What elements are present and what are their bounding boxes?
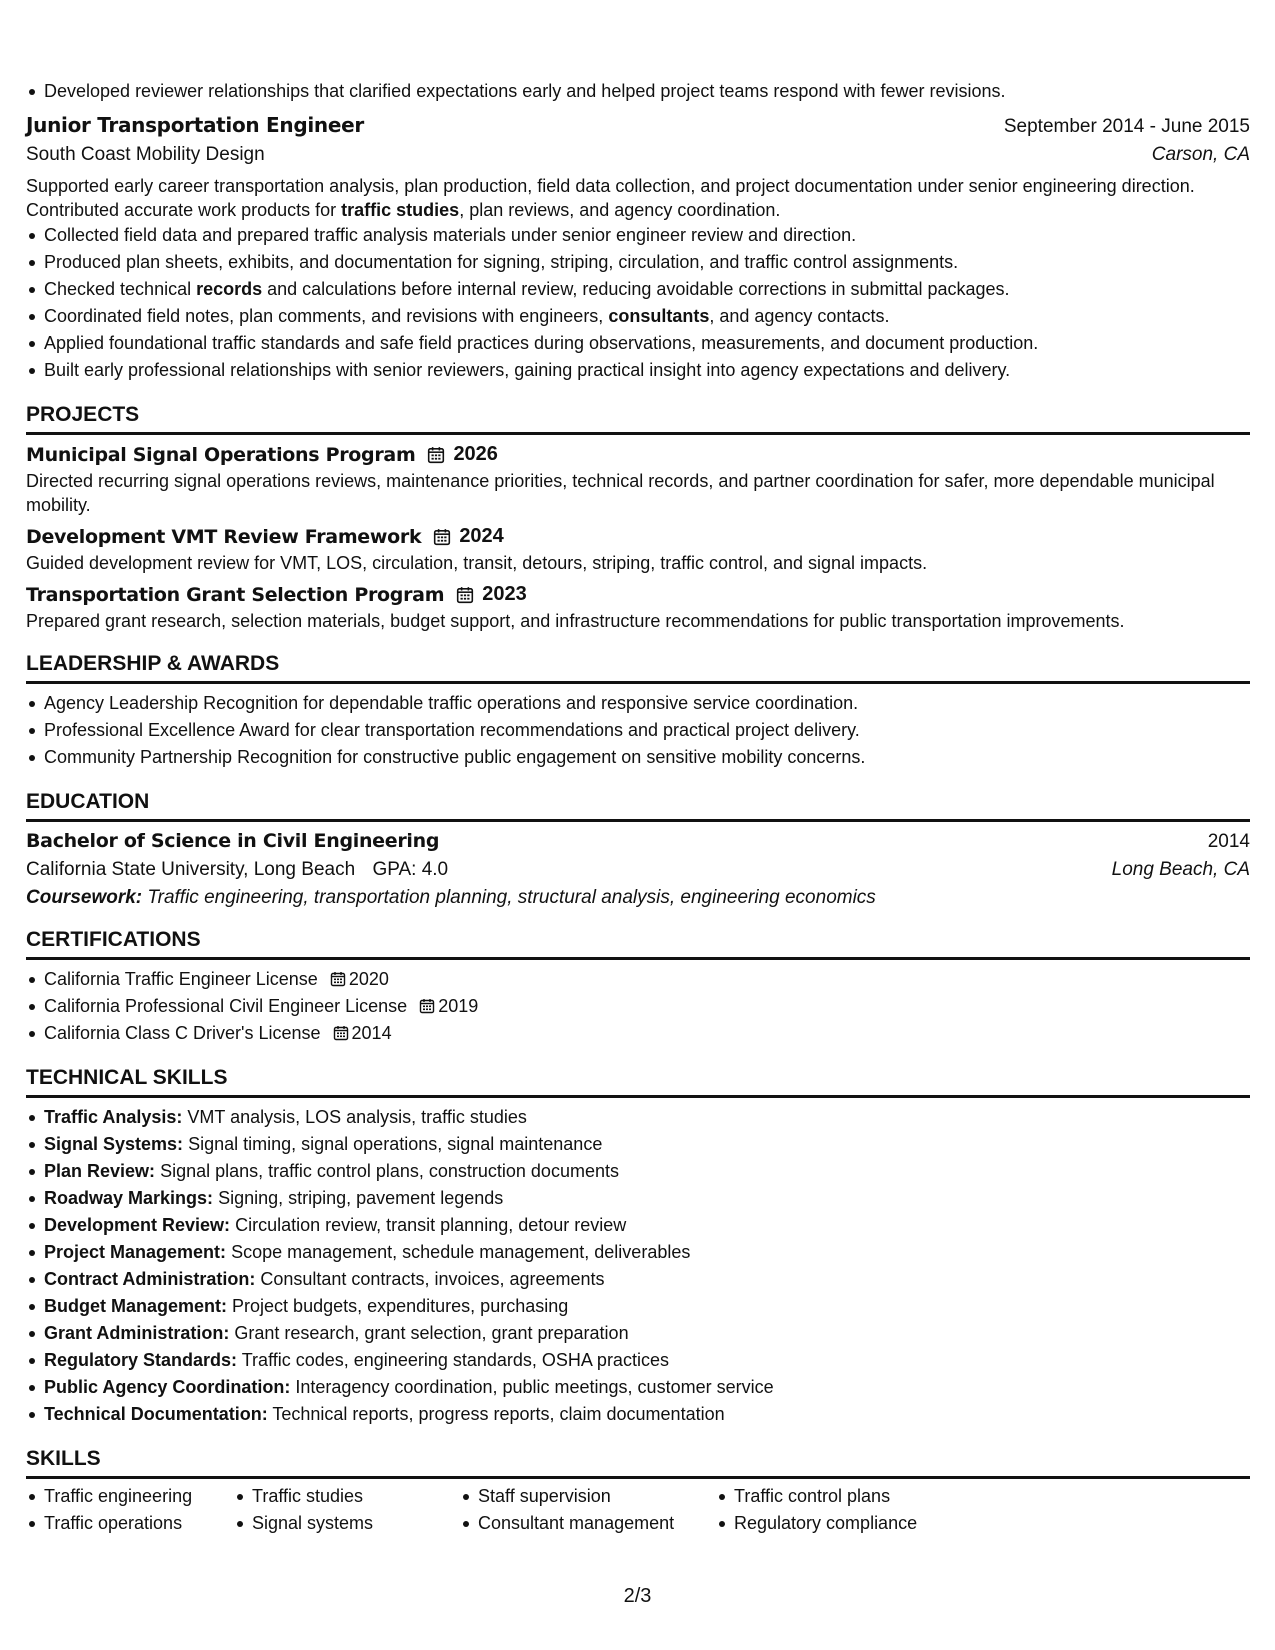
skill-category: Public Agency Coordination: bbox=[44, 1377, 291, 1397]
skill-values: Signal timing, signal operations, signal maintenance bbox=[188, 1134, 603, 1154]
technical-skill-item bbox=[44, 1293, 1250, 1320]
skill-category: Contract Administration: bbox=[44, 1269, 256, 1289]
list-item: Collected field data and prepared traffic analysis materials under senior engineer review and direction. bbox=[44, 222, 1250, 249]
skill-item: Traffic operations bbox=[44, 1510, 234, 1537]
certification-name: California Traffic Engineer License bbox=[44, 969, 318, 989]
job-subheader bbox=[26, 144, 1250, 166]
coursework-text: Traffic engineering, transportation planning, structural analysis, engineering economics bbox=[147, 887, 876, 908]
skill-values: Consultant contracts, invoices, agreements bbox=[260, 1269, 605, 1289]
list-item: Applied foundational traffic standards and safe field practices during observations, measurements, and document production. bbox=[44, 330, 1250, 357]
section-title-certifications: CERTIFICATIONS bbox=[26, 927, 1250, 960]
skill-category: Technical Documentation: bbox=[44, 1404, 268, 1424]
project-year: 2023 bbox=[482, 583, 527, 605]
section-title-technical-skills: TECHNICAL SKILLS bbox=[26, 1065, 1250, 1098]
coursework-label: Coursework: bbox=[26, 887, 143, 908]
skills-column bbox=[26, 1483, 234, 1537]
skill-values: VMT analysis, LOS analysis, traffic studies bbox=[187, 1107, 527, 1127]
skill-category: Regulatory Standards: bbox=[44, 1350, 238, 1370]
project-name: Municipal Signal Operations Program bbox=[26, 443, 416, 466]
technical-skill-item bbox=[44, 1374, 1250, 1401]
project-description: Prepared grant research, selection materials, budget support, and infrastructure recommendations for public transportation improvements. bbox=[26, 611, 1125, 631]
skill-category: Budget Management: bbox=[44, 1296, 228, 1316]
technical-skill-item bbox=[44, 1104, 1250, 1131]
project-header bbox=[26, 525, 1250, 548]
skill-values: Interagency coordination, public meetings, customer service bbox=[295, 1377, 774, 1397]
project-item bbox=[26, 525, 1250, 575]
job-title: Junior Transportation Engineer bbox=[26, 113, 364, 137]
coursework bbox=[26, 887, 1250, 909]
technical-skill-item bbox=[44, 1320, 1250, 1347]
certification-item bbox=[44, 966, 1250, 993]
graduation-year: 2014 bbox=[1207, 831, 1250, 852]
project-header bbox=[26, 583, 1250, 606]
certification-name: California Professional Civil Engineer License bbox=[44, 996, 408, 1016]
job-location: Carson, CA bbox=[1151, 144, 1250, 165]
company-name: South Coast Mobility Design bbox=[26, 144, 265, 165]
page-indicator: 2/3 bbox=[623, 1585, 652, 1607]
degree: Bachelor of Science in Civil Engineering bbox=[26, 830, 440, 852]
list-item: Produced plan sheets, exhibits, and documentation for signing, striping, circulation, and traffic control assignments. bbox=[44, 249, 1250, 276]
section-title-awards: LEADERSHIP & AWARDS bbox=[26, 651, 1250, 684]
technical-skill-item bbox=[44, 1131, 1250, 1158]
skill-values: Circulation review, transit planning, detour review bbox=[235, 1215, 627, 1235]
calendar-icon bbox=[456, 586, 474, 604]
skill-category: Development Review: bbox=[44, 1215, 231, 1235]
job-summary bbox=[26, 174, 1250, 222]
projects-list bbox=[26, 443, 1250, 633]
certification-name: California Class C Driver's License bbox=[44, 1023, 321, 1043]
list-item: Agency Leadership Recognition for dependable traffic operations and responsive service coordination. bbox=[44, 690, 1250, 717]
skill-category: Signal Systems: bbox=[44, 1134, 184, 1154]
skills-grid bbox=[26, 1483, 1250, 1537]
project-year: 2026 bbox=[453, 443, 498, 465]
calendar-icon bbox=[433, 528, 451, 546]
awards-list bbox=[26, 690, 1250, 771]
skill-item: Traffic control plans bbox=[734, 1483, 974, 1510]
project-year: 2024 bbox=[459, 525, 504, 547]
skill-values: Grant research, grant selection, grant preparation bbox=[234, 1323, 629, 1343]
certification-year: 2020 bbox=[348, 969, 389, 989]
summary-bold: traffic studies bbox=[341, 200, 460, 220]
technical-skill-item bbox=[44, 1401, 1250, 1428]
list-item: Built early professional relationships with senior reviewers, gaining practical insight into agency expectations and delivery. bbox=[44, 357, 1250, 384]
project-name: Development VMT Review Framework bbox=[26, 525, 422, 548]
skill-values: Scope management, schedule management, deliverables bbox=[231, 1242, 691, 1262]
skill-category: Traffic Analysis: bbox=[44, 1107, 183, 1127]
skill-values: Signing, striping, pavement legends bbox=[218, 1188, 504, 1208]
skill-category: Project Management: bbox=[44, 1242, 227, 1262]
calendar-icon bbox=[427, 446, 445, 464]
skill-category: Roadway Markings: bbox=[44, 1188, 214, 1208]
job-dates: September 2014 - June 2015 bbox=[1003, 116, 1250, 137]
project-item bbox=[26, 583, 1250, 633]
technical-skill-item bbox=[44, 1266, 1250, 1293]
skill-item: Staff supervision bbox=[478, 1483, 716, 1510]
calendar-icon bbox=[333, 1025, 349, 1041]
calendar-icon bbox=[419, 998, 435, 1014]
list-item: Professional Excellence Award for clear transportation recommendations and practical project delivery. bbox=[44, 717, 1250, 744]
skill-values: Traffic codes, engineering standards, OSHA practices bbox=[241, 1350, 669, 1370]
skill-item: Traffic engineering bbox=[44, 1483, 234, 1510]
education-header bbox=[26, 830, 1250, 853]
skill-values: Signal plans, traffic control plans, construction documents bbox=[160, 1161, 619, 1181]
school-name: California State University, Long Beach bbox=[26, 859, 356, 880]
skills-column bbox=[234, 1483, 460, 1537]
section-title-education: EDUCATION bbox=[26, 789, 1250, 822]
technical-skill-item bbox=[44, 1212, 1250, 1239]
certifications-list bbox=[26, 966, 1250, 1047]
technical-skill-item bbox=[44, 1185, 1250, 1212]
technical-skills-list bbox=[26, 1104, 1250, 1428]
job-bullets bbox=[26, 222, 1250, 384]
skill-values: Technical reports, progress reports, claim documentation bbox=[272, 1404, 725, 1424]
resume-page bbox=[26, 78, 1250, 1537]
school-location: Long Beach, CA bbox=[1111, 859, 1250, 880]
skill-item: Regulatory compliance bbox=[734, 1510, 974, 1537]
project-description: Guided development review for VMT, LOS, circulation, transit, detours, striping, traffic control, and signal impacts. bbox=[26, 553, 928, 573]
gpa: GPA: 4.0 bbox=[372, 859, 449, 880]
list-item: Community Partnership Recognition for constructive public engagement on sensitive mobility concerns. bbox=[44, 744, 1250, 771]
list-item: Checked technical records and calculations before internal review, reducing avoidable corrections in submittal packages. bbox=[44, 276, 1250, 303]
certification-item bbox=[44, 993, 1250, 1020]
project-item bbox=[26, 443, 1250, 517]
skill-values: Project budgets, expenditures, purchasing bbox=[232, 1296, 569, 1316]
section-title-skills: SKILLS bbox=[26, 1446, 1250, 1479]
project-header bbox=[26, 443, 1250, 466]
previous-job-bullets bbox=[26, 78, 1250, 105]
calendar-icon bbox=[330, 971, 346, 987]
section-title-projects: PROJECTS bbox=[26, 402, 1250, 435]
technical-skill-item bbox=[44, 1239, 1250, 1266]
certification-item bbox=[44, 1020, 1250, 1047]
skill-item: Traffic studies bbox=[252, 1483, 460, 1510]
certification-year: 2014 bbox=[351, 1023, 392, 1043]
technical-skill-item bbox=[44, 1347, 1250, 1374]
education-subheader bbox=[26, 859, 1250, 881]
list-item: Coordinated field notes, plan comments, and revisions with engineers, consultants, and agency contacts. bbox=[44, 303, 1250, 330]
skills-column bbox=[460, 1483, 716, 1537]
project-name: Transportation Grant Selection Program bbox=[26, 583, 445, 606]
summary-text: Supported early career transportation analysis, plan production, field data collection, and project documentation under senior engineering direction. Contributed accurate work products for bbox=[26, 176, 1195, 220]
project-description: Directed recurring signal operations reviews, maintenance priorities, technical records, and partner coordination for safer, more dependable municipal mobility. bbox=[26, 471, 1215, 515]
list-item: Developed reviewer relationships that clarified expectations early and helped project teams respond with fewer revisions. bbox=[44, 78, 1250, 105]
technical-skill-item bbox=[44, 1158, 1250, 1185]
skill-category: Grant Administration: bbox=[44, 1323, 230, 1343]
skill-item: Consultant management bbox=[478, 1510, 716, 1537]
skill-item: Signal systems bbox=[252, 1510, 460, 1537]
skills-column bbox=[716, 1483, 974, 1537]
job-header bbox=[26, 113, 1250, 138]
certification-year: 2019 bbox=[438, 996, 479, 1016]
skill-category: Plan Review: bbox=[44, 1161, 156, 1181]
summary-text: , plan reviews, and agency coordination. bbox=[459, 200, 781, 220]
